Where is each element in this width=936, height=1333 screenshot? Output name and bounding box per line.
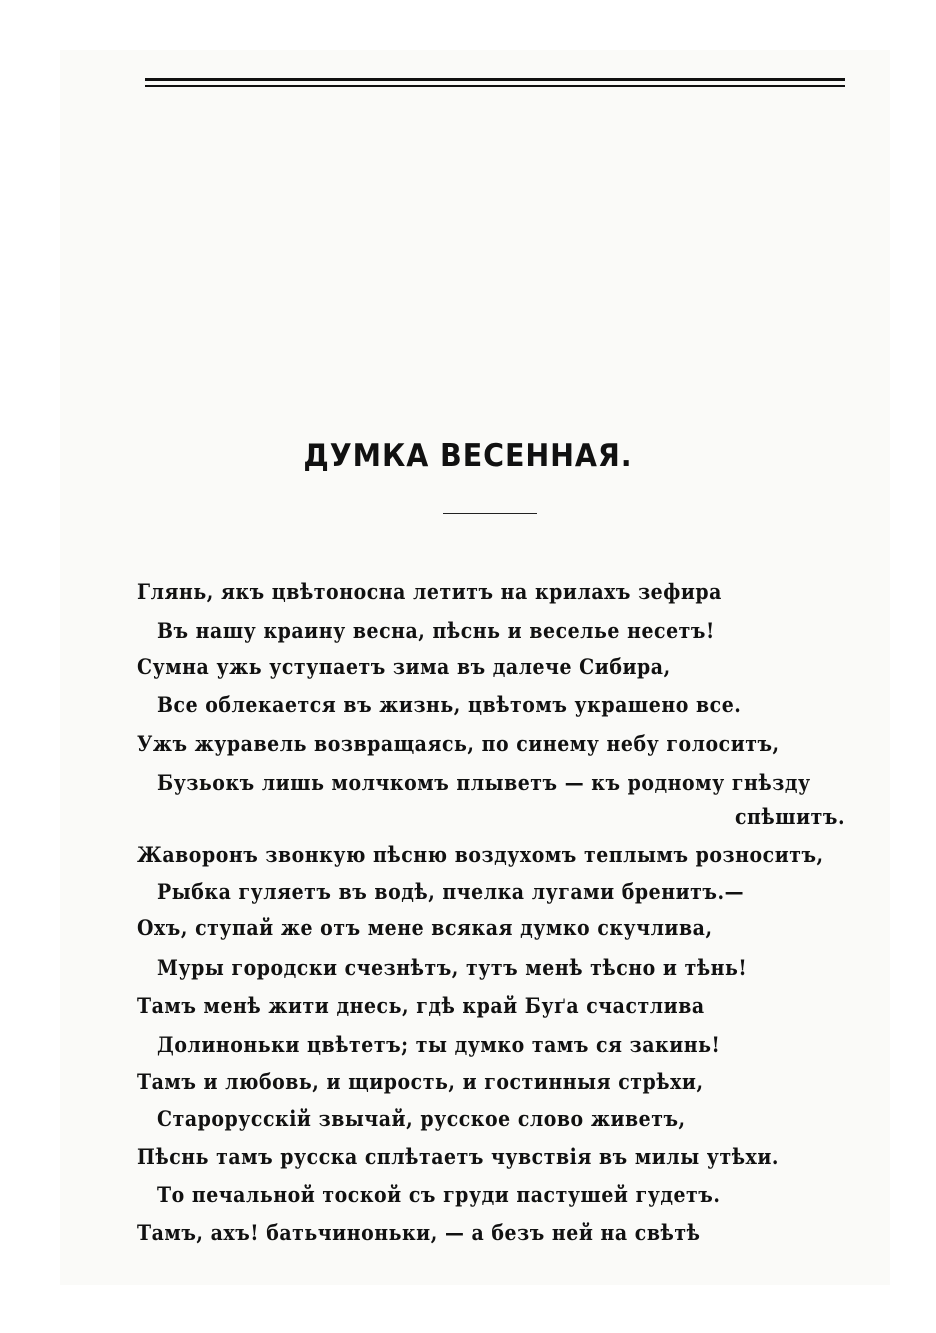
verse-line: Пѣснь тамъ русска сплѣтаетъ чувствія въ милы утѣхи. (137, 1144, 780, 1169)
verse-line: Муры городски счезнѣтъ, тутъ менѣ тѣсно и тѣнь! (157, 955, 748, 980)
verse-line: Тамъ и любовь, и щирость, и гостинныя стрѣхи, (137, 1069, 704, 1094)
verse-line: Жаворонъ звонкую пѣсню воздухомъ теплымъ розноситъ, (137, 842, 824, 867)
verse-line: То печальной тоской съ груди пастушей гудетъ. (157, 1182, 721, 1207)
verse-line: Тамъ менѣ жити днесь, гдѣ край Буґа счастлива (137, 993, 705, 1018)
verse-line: Въ нашу краину весна, пѣснь и веселье несетъ! (157, 618, 715, 643)
verse-line: Сумна ужь уступаетъ зима въ далече Сибира, (137, 654, 671, 679)
verse-line: Бузьокъ лишь молчкомъ плыветъ — къ родному гнѣзду (157, 770, 811, 795)
verse-line: Все облекается въ жизнь, цвѣтомъ украшено все. (157, 692, 742, 717)
verse-line: Старорусскій звычай, русское слово живетъ, (157, 1106, 686, 1131)
poem-title: ДУМКА ВЕСЕННАЯ. (303, 438, 633, 474)
verse-line: Долиноньки цвѣтетъ; ты думко тамъ ся закинь! (157, 1032, 721, 1057)
verse-line: Охъ, ступай же отъ мене всякая думко скучлива, (137, 915, 713, 940)
verse-line: спѣшитъ. (735, 804, 846, 829)
verse-line: Глянь, якъ цвѣтоносна летитъ на крилахъ зефира (137, 579, 722, 604)
verse-line: Рыбка гуляетъ въ водѣ, пчелка лугами бренитъ.— (157, 879, 745, 904)
verse-line: Тамъ, ахъ! батьчиноньки, — а безъ ней на свѣтѣ (137, 1220, 701, 1245)
verse-line: Ужъ журавель возвращаясь, по синему небу голоситъ, (137, 731, 780, 756)
